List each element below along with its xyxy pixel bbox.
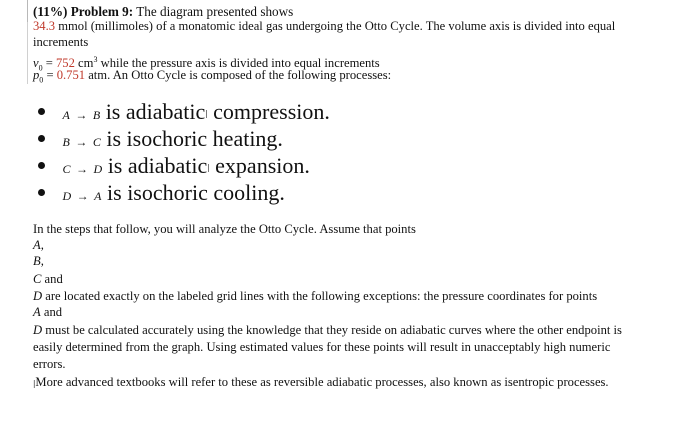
process-item xyxy=(38,153,310,182)
problem-number: Problem 9: xyxy=(70,4,134,19)
problem-percent: (11%) xyxy=(33,4,68,19)
process-text: is adiabatic xyxy=(105,99,206,124)
point-b-label: B, xyxy=(33,254,44,268)
p0-rest: atm. An Otto Cycle is composed of the following processes: xyxy=(88,68,392,82)
v0-rest: while the pressure axis is divided into equal increments xyxy=(100,56,380,71)
arrow-right-icon: → xyxy=(75,108,88,122)
process-to: C xyxy=(92,135,101,149)
point-c-and: and xyxy=(41,272,63,286)
arrow-right-icon: → xyxy=(76,189,89,203)
problem-intro: The diagram presented shows xyxy=(136,4,294,19)
p0-equals: = xyxy=(43,68,57,82)
left-margin-rule xyxy=(27,0,28,22)
footnote-line xyxy=(33,375,609,390)
p0-value: 0.751 xyxy=(56,68,86,82)
problem-line-2 xyxy=(33,19,615,34)
footnote-text: More advanced textbooks will refer to these as reversible adiabatic processes, also known as isentropic processes. xyxy=(35,375,609,389)
gas-description: mmol (millimoles) of a monatomic ideal gas undergoing the Otto Cycle. The volume axis is divided into equal xyxy=(58,19,616,33)
v0-unit: cm xyxy=(78,56,94,71)
v0-subscript: 0 xyxy=(38,63,43,73)
process-tail: compression. xyxy=(213,99,330,124)
errors-line: errors. xyxy=(33,357,66,371)
left-margin-rule-lower xyxy=(27,22,28,84)
footnote-marker: ǀ xyxy=(33,377,36,391)
p0-line xyxy=(33,68,391,88)
point-d-line xyxy=(33,289,597,304)
easily-line: easily determined from the graph. Using estimated values for these points will result in unacceptably high numeric xyxy=(33,340,611,354)
point-d-text: are located exactly on the labeled grid lines with the following exceptions: the pressure coordinates for points xyxy=(42,289,598,303)
process-to: D xyxy=(93,162,103,176)
bullet-icon xyxy=(38,189,45,196)
footnote-marker: ǀ xyxy=(205,107,208,121)
problem-line-3: increments xyxy=(33,35,89,49)
point-a-label: A, xyxy=(33,238,44,252)
point-c-label: C xyxy=(33,272,42,286)
process-tail: expansion. xyxy=(215,153,310,178)
bullet-icon xyxy=(38,162,45,169)
process-item xyxy=(38,126,283,155)
process-from: A xyxy=(62,108,70,122)
gas-amount-value: 34.3 xyxy=(33,19,56,33)
v0-equals: = xyxy=(42,56,56,71)
v0-symbol: v xyxy=(33,56,39,71)
bullet-icon xyxy=(38,108,45,115)
process-from: B xyxy=(62,135,70,149)
process-text: is adiabatic xyxy=(107,153,208,178)
bullet-icon xyxy=(38,135,45,142)
arrow-right-icon: → xyxy=(76,162,89,176)
point-d-label: D xyxy=(33,289,43,303)
process-to: A xyxy=(94,189,102,203)
point-d2-text: must be calculated accurately using the knowledge that they reside on adiabatic curves where the other endpoint is xyxy=(42,323,622,337)
point-a2-line xyxy=(33,305,62,320)
arrow-right-icon: → xyxy=(75,135,88,149)
process-item xyxy=(38,99,330,128)
process-text: is isochoric heating. xyxy=(106,126,283,151)
point-c-line xyxy=(33,272,63,287)
v0-value: 752 xyxy=(56,56,75,71)
process-from: C xyxy=(62,162,71,176)
p0-subscript: 0 xyxy=(39,75,44,85)
v0-exponent: 3 xyxy=(93,55,98,64)
process-from: D xyxy=(62,189,72,203)
process-item xyxy=(38,180,285,209)
footnote-marker: ǀ xyxy=(207,161,210,175)
problem-header xyxy=(33,4,293,19)
point-a2-label: A xyxy=(33,305,41,319)
p0-symbol: p xyxy=(33,68,40,82)
steps-intro: In the steps that follow, you will analyze the Otto Cycle. Assume that points xyxy=(33,222,416,236)
process-text: is isochoric cooling. xyxy=(107,180,285,205)
point-d2-line xyxy=(33,323,622,338)
point-a2-and: and xyxy=(40,305,63,319)
process-to: B xyxy=(92,108,101,122)
point-d2-label: D xyxy=(33,323,43,337)
